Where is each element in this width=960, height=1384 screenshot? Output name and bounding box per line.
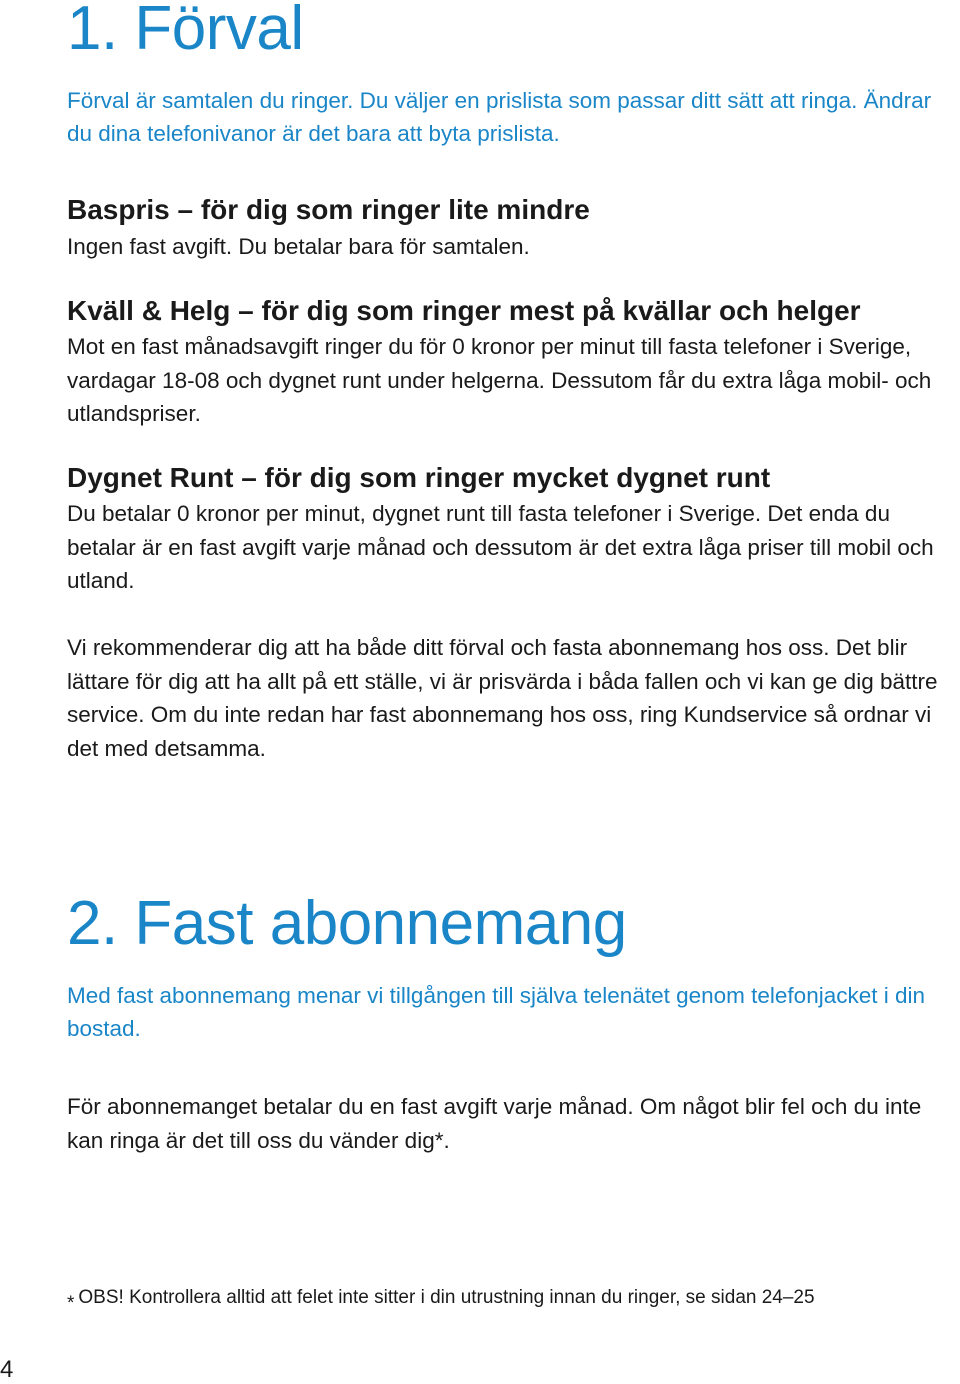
section-2-title: 2. Fast abonnemang (67, 889, 627, 958)
section-2-lead: Med fast abonnemang menar vi tillgången till själva telenätet genom telefonjacket i din bostad. (67, 983, 926, 1041)
footnote-text: OBS! Kontrollera alltid att felet inte sitter i din utrustning innan du ringer, se sidan 24–25 (78, 1287, 815, 1308)
page-number: 4 (0, 1356, 14, 1383)
dygnet-runt-text: Du betalar 0 kronor per minut, dygnet runt till fasta telefoner i Sverige. Det enda du betalar är en fast avgift varje månad och dessutom är det extra låga priser till mobil och utland. (67, 501, 934, 593)
kvall-helg-heading: Kväll & Helg – för dig som ringer mest på kvällar och helger (67, 295, 861, 326)
footnote (67, 1285, 815, 1314)
kvall-helg-text: Mot en fast månadsavgift ringer du för 0 kronor per minut till fasta telefoner i Sverige, vardagar 18-08 och dygnet runt under helgerna. Dessutom får du extra låga mobil- och utlandspriser. (67, 334, 932, 426)
baspris-heading: Baspris – för dig som ringer lite mindre (67, 194, 590, 225)
baspris-text: Ingen fast avgift. Du betalar bara för samtalen. (67, 234, 530, 259)
footnote-marker: * (67, 1293, 75, 1314)
dygnet-runt-heading: Dygnet Runt – för dig som ringer mycket dygnet runt (67, 462, 771, 493)
recommendation-text: Vi rekommenderar dig att ha både ditt förval och fasta abonnemang hos oss. Det blir lättare för dig att ha allt på ett ställe, vi är prisvärda i båda fallen och vi kan ge dig bättre service. Om du inte redan har fast abonnemang hos oss, ring Kundservice så ordnar vi det med detsamma. (67, 635, 938, 761)
section-2-text: För abonnemanget betalar du en fast avgift varje månad. Om något blir fel och du inte kan ringa är det till oss du vänder dig*. (67, 1094, 922, 1153)
section-1-lead: Förval är samtalen du ringer. Du väljer en prislista som passar ditt sätt att ringa. Ändrar du dina telefonivanor är det bara att byta prislista. (67, 88, 932, 146)
section-1-title: 1. Förval (67, 0, 304, 63)
